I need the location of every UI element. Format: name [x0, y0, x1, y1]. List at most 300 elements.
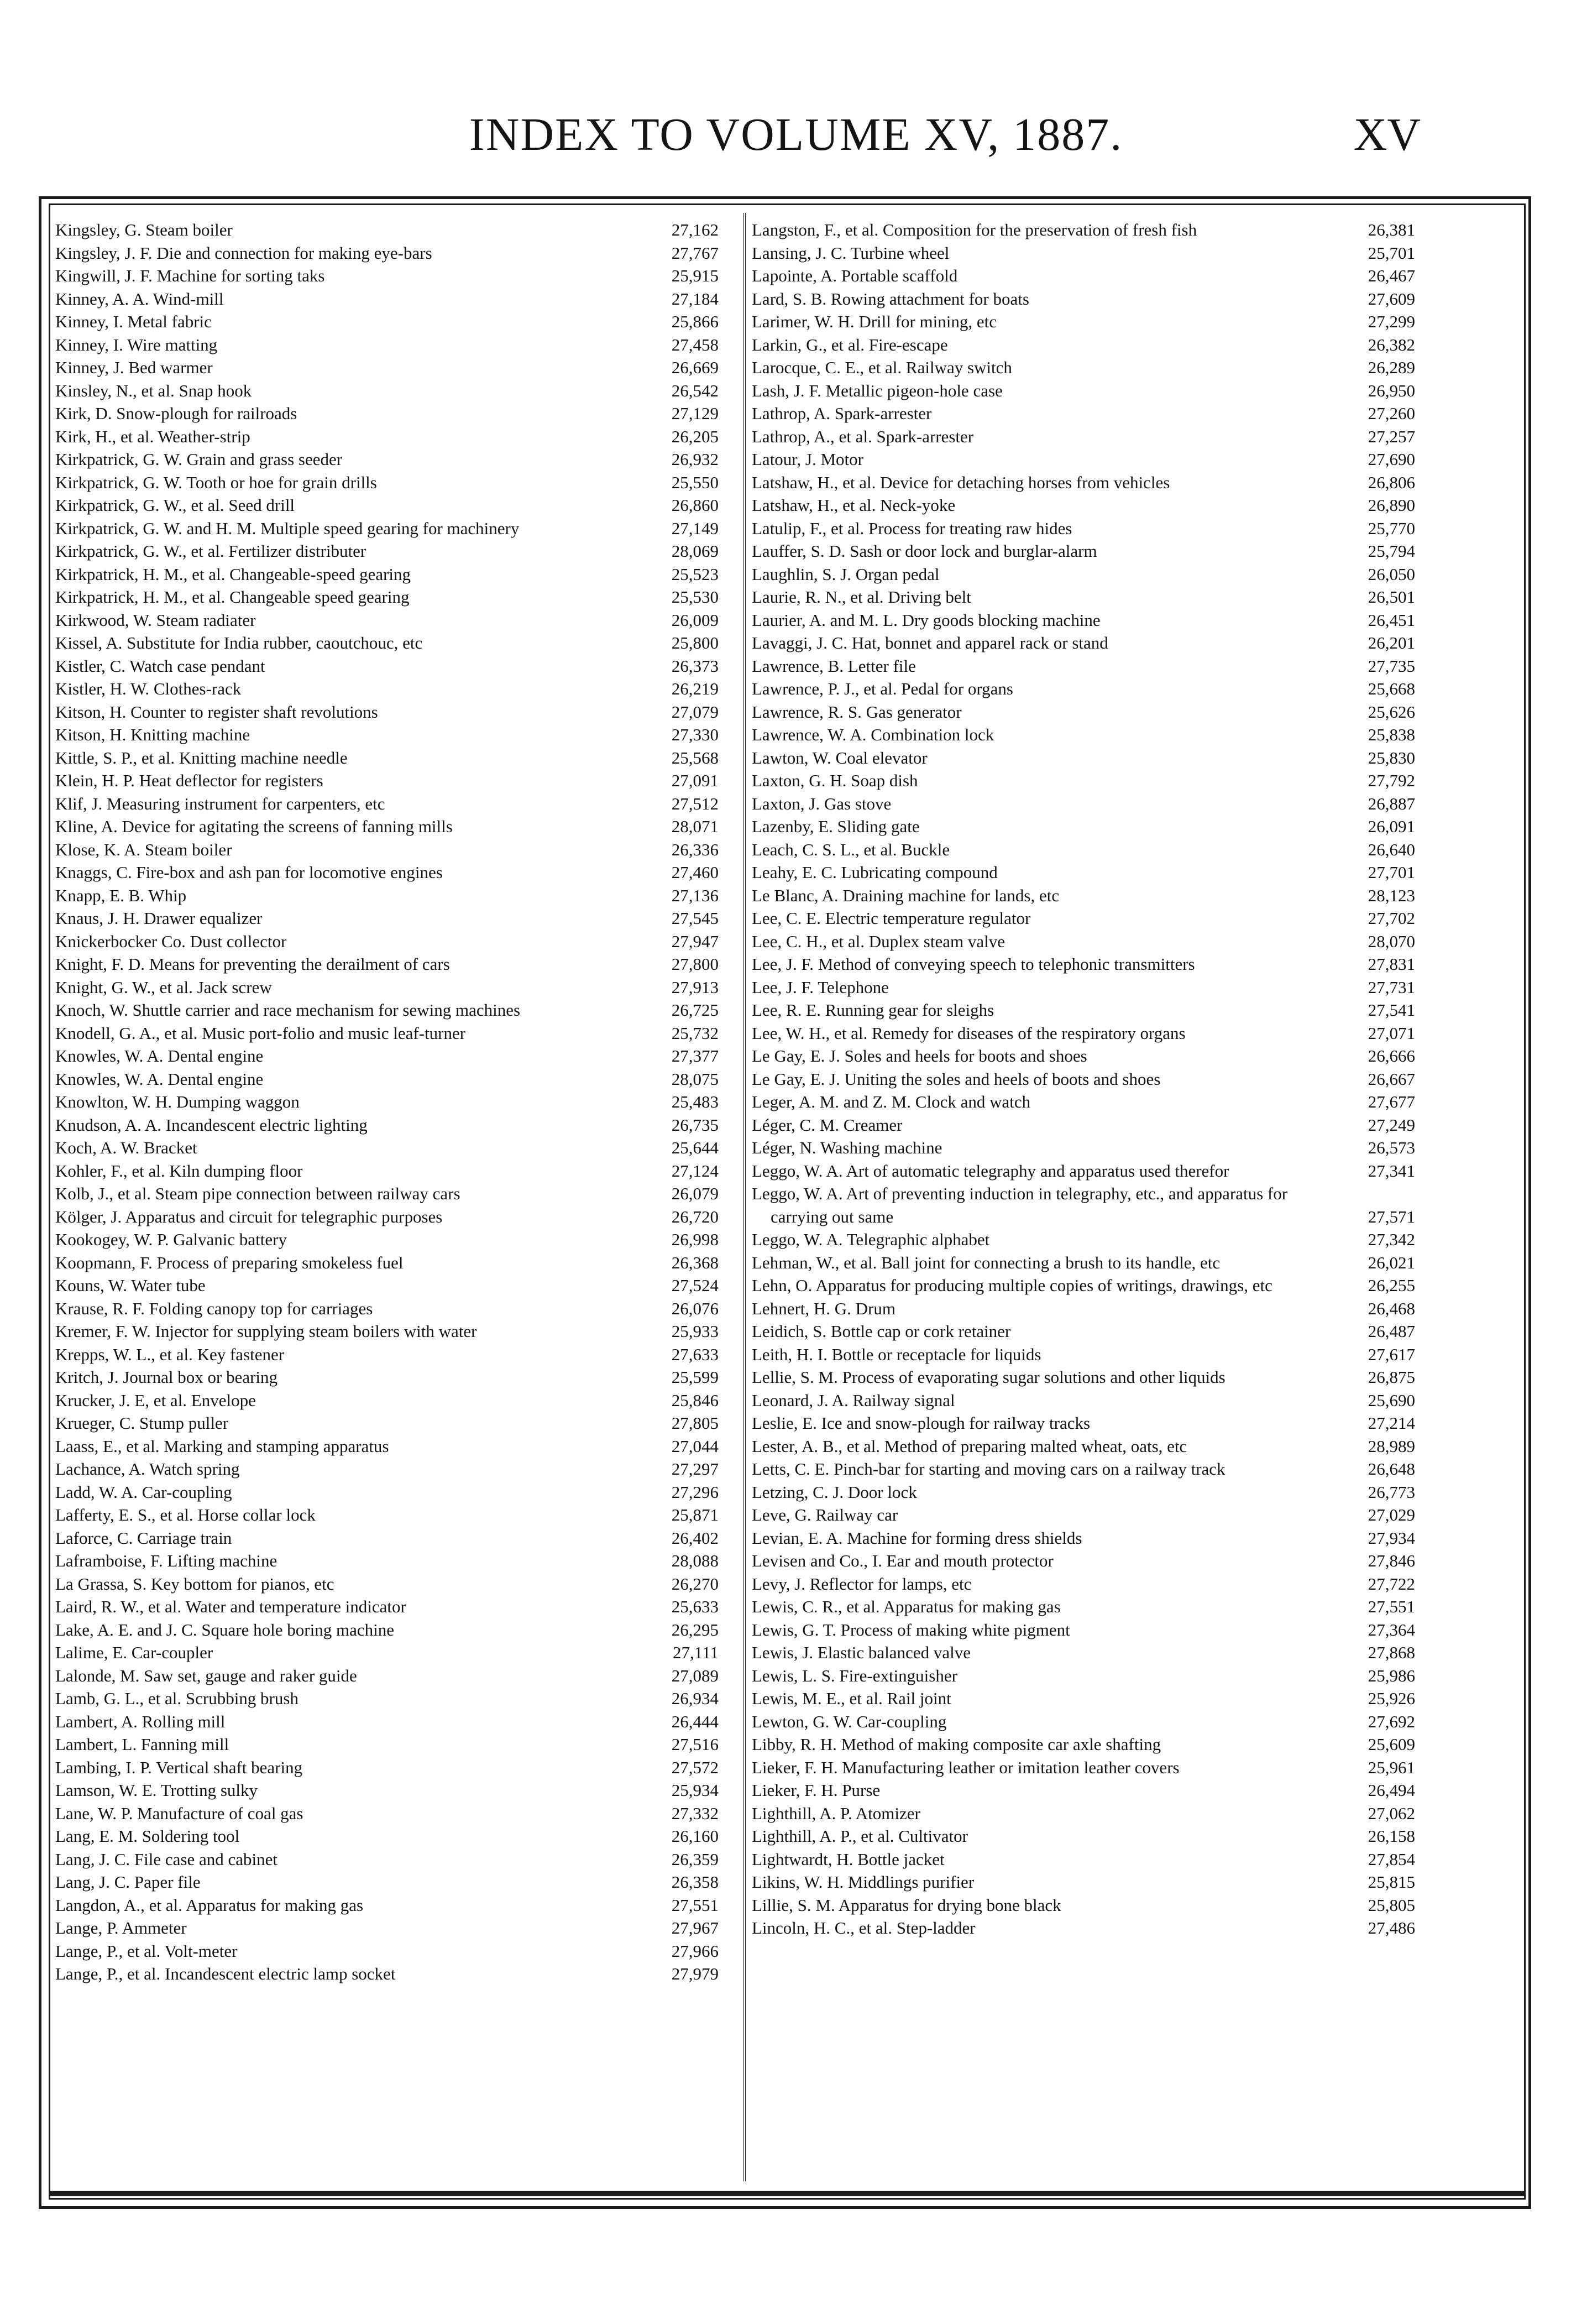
patent-number: 25,644: [671, 1138, 719, 1157]
entry-description: Leonard, J. A. Railway signal: [752, 1390, 955, 1410]
entry-description: Kremer, F. W. Injector for supplying steam boilers with water: [55, 1322, 477, 1341]
entry-description: Lachance, A. Watch spring: [55, 1459, 240, 1479]
entry-description: Latour, J. Motor: [752, 450, 863, 469]
index-entry: [55, 1756, 719, 1779]
index-entry: [752, 1068, 1415, 1091]
patent-number: 27,979: [671, 1964, 719, 1983]
index-entry: [55, 333, 719, 357]
patent-number: 27,342: [1368, 1230, 1415, 1249]
index-entry: [55, 861, 719, 884]
entry-description: Klif, J. Measuring instrument for carpenters, etc: [55, 793, 385, 813]
patent-number: 26,050: [1368, 564, 1415, 584]
patent-number: 27,846: [1368, 1551, 1415, 1570]
index-entry: [752, 517, 1415, 540]
patent-number: 26,205: [671, 426, 719, 446]
entry-description: Lawrence, W. A. Combination lock: [752, 725, 994, 744]
index-entry: [752, 838, 1415, 861]
index-entry: [752, 1045, 1415, 1068]
index-entry: [55, 471, 719, 494]
patent-number: 26,382: [1368, 335, 1415, 354]
patent-number: 27,966: [671, 1941, 719, 1961]
patent-number: 25,866: [671, 312, 719, 331]
entry-description: Kinney, I. Wire matting: [55, 335, 218, 354]
index-entry: [55, 1022, 719, 1045]
entry-description: Kistler, C. Watch case pendant: [55, 656, 265, 676]
patent-number: 27,572: [671, 1757, 719, 1777]
index-entry: [752, 1664, 1415, 1688]
index-entry: [55, 907, 719, 930]
frame-bottom-rule: [49, 2191, 1526, 2196]
entry-description: Lillie, S. M. Apparatus for drying bone black: [752, 1895, 1061, 1915]
patent-number: 27,249: [1368, 1115, 1415, 1135]
entry-description: Knoch, W. Shuttle carrier and race mechanism for sewing machines: [55, 1000, 521, 1020]
index-entry: [752, 792, 1415, 816]
patent-number: 27,541: [1368, 1000, 1415, 1020]
index-entry: [752, 701, 1415, 724]
index-entry: [55, 746, 719, 770]
patent-number: 26,669: [671, 358, 719, 377]
patent-number: 26,021: [1368, 1252, 1415, 1272]
index-entry: [55, 218, 719, 242]
index-entry: [55, 838, 719, 861]
entry-description: Lambert, A. Rolling mill: [55, 1711, 226, 1731]
index-entry: [752, 1710, 1415, 1733]
index-entry: [752, 1802, 1415, 1825]
entry-description: Kinsley, N., et al. Snap hook: [55, 380, 252, 400]
index-entry: [752, 861, 1415, 884]
index-entry: [752, 218, 1415, 242]
entry-description: Le Blanc, A. Draining machine for lands, etc: [752, 885, 1060, 905]
patent-number: 27,947: [671, 931, 719, 951]
patent-number: 26,875: [1368, 1367, 1415, 1387]
index-entry: [752, 1297, 1415, 1320]
patent-number: 27,831: [1368, 954, 1415, 974]
entry-description: Larkin, G., et al. Fire-escape: [752, 335, 948, 354]
entry-description: Lane, W. P. Manufacture of coal gas: [55, 1803, 303, 1823]
index-entry: [752, 884, 1415, 907]
index-entry: [55, 701, 719, 724]
patent-number: 27,792: [1368, 771, 1415, 790]
entry-description: La Grassa, S. Key bottom for pianos, etc: [55, 1574, 334, 1594]
entry-description: Lang, J. C. File case and cabinet: [55, 1849, 278, 1869]
entry-description: Kölger, J. Apparatus and circuit for telegraphic purposes: [55, 1207, 443, 1226]
entry-description: Laass, E., et al. Marking and stamping apparatus: [55, 1436, 389, 1456]
index-entry: [55, 1871, 719, 1894]
patent-number: 27,071: [1368, 1023, 1415, 1043]
index-entry: [55, 1458, 719, 1481]
index-entry: [55, 1114, 719, 1137]
entry-description: Kookogey, W. P. Galvanic battery: [55, 1230, 287, 1249]
entry-description: Krucker, J. E, et al. Envelope: [55, 1390, 256, 1410]
entry-description: Lamb, G. L., et al. Scrubbing brush: [55, 1689, 298, 1708]
index-entry: [55, 379, 719, 403]
entry-description: Knowles, W. A. Dental engine: [55, 1046, 264, 1066]
index-entry: [752, 976, 1415, 999]
entry-description: Levian, E. A. Machine for forming dress shields: [752, 1528, 1082, 1548]
index-entry: [752, 1595, 1415, 1618]
entry-description: Knowles, W. A. Dental engine: [55, 1069, 264, 1089]
entry-description: Lightwardt, H. Bottle jacket: [752, 1849, 945, 1869]
page-title: INDEX TO VOLUME XV, 1887.: [469, 109, 1123, 160]
entry-description: Lange, P., et al. Incandescent electric lamp socket: [55, 1964, 396, 1983]
patent-number: 25,701: [1368, 243, 1415, 263]
entry-description: Leahy, E. C. Lubricating compound: [752, 863, 998, 882]
patent-number: 26,381: [1368, 220, 1415, 239]
entry-description: Kitson, H. Knitting machine: [55, 725, 250, 744]
entry-description: Lafferty, E. S., et al. Horse collar lock: [55, 1505, 316, 1524]
entry-description: Latshaw, H., et al. Neck-yoke: [752, 495, 956, 515]
patent-number: 27,257: [1368, 426, 1415, 446]
entry-description: Kline, A. Device for agitating the screens of fanning mills: [55, 817, 453, 836]
index-entry: [55, 1940, 719, 1963]
entry-description: Lester, A. B., et al. Method of preparing malted wheat, oats, etc: [752, 1436, 1187, 1456]
entry-description: Leach, C. S. L., et al. Buckle: [752, 839, 950, 859]
index-entry: [752, 1090, 1415, 1114]
entry-description: Le Gay, E. J. Soles and heels for boots and shoes: [752, 1046, 1087, 1066]
entry-description: Lambert, L. Fanning mill: [55, 1735, 229, 1754]
index-entry: [752, 1481, 1415, 1504]
patent-number: 26,725: [671, 1000, 719, 1020]
index-entry: [752, 1779, 1415, 1802]
index-entry: [752, 1916, 1415, 1940]
entry-description: Kirkpatrick, G. W. Tooth or hoe for grain drills: [55, 472, 377, 492]
patent-number: 26,806: [1368, 472, 1415, 492]
index-entry: [55, 1297, 719, 1320]
patent-number: 25,934: [671, 1780, 719, 1800]
index-entry: [55, 953, 719, 976]
index-entry: [55, 1320, 719, 1343]
entry-description: Lazenby, E. Sliding gate: [752, 817, 920, 836]
index-entry: [752, 631, 1415, 655]
patent-number: 25,933: [671, 1322, 719, 1341]
entry-description: Lehman, W., et al. Ball joint for connecting a brush to its handle, etc: [752, 1252, 1221, 1272]
index-entry: [55, 1343, 719, 1366]
entry-description: Lawrence, B. Letter file: [752, 656, 916, 676]
index-entry: [752, 425, 1415, 448]
entry-description: Lighthill, A. P., et al. Cultivator: [752, 1826, 968, 1846]
patent-number: 26,542: [671, 380, 719, 400]
index-entry: [55, 1618, 719, 1642]
index-entry: [55, 1802, 719, 1825]
entry-description: Kirkpatrick, G. W. and H. M. Multiple speed gearing for machinery: [55, 518, 520, 538]
index-entry: [752, 563, 1415, 586]
entry-description: Lewton, G. W. Car-coupling: [752, 1711, 947, 1731]
entry-description: Latulip, F., et al. Process for treating raw hides: [752, 518, 1072, 538]
patent-number: 26,932: [671, 450, 719, 469]
index-entry: [55, 769, 719, 792]
patent-number: 27,545: [671, 908, 719, 928]
patent-number: 27,609: [1368, 289, 1415, 309]
patent-number: 26,201: [1368, 633, 1415, 652]
patent-number: 27,913: [671, 977, 719, 997]
index-entry: [55, 586, 719, 609]
patent-number: 26,494: [1368, 1780, 1415, 1800]
index-entry: [55, 1182, 719, 1205]
entry-description: Lavaggi, J. C. Hat, bonnet and apparel rack or stand: [752, 633, 1108, 652]
entry-description: Likins, W. H. Middlings purifier: [752, 1872, 975, 1892]
patent-number: 26,076: [671, 1298, 719, 1318]
entry-description: Letzing, C. J. Door lock: [752, 1482, 917, 1502]
entry-description: Kingwill, J. F. Machine for sorting taks: [55, 266, 325, 285]
entry-description: Knaus, J. H. Drawer equalizer: [55, 908, 263, 928]
entry-description: Kritch, J. Journal box or bearing: [55, 1367, 278, 1387]
entry-description: Lathrop, A. Spark-arrester: [752, 404, 932, 423]
patent-number: 27,214: [1368, 1413, 1415, 1433]
index-entry: [55, 425, 719, 448]
entry-description: Lewis, L. S. Fire-extinguisher: [752, 1665, 957, 1685]
entry-description: Kittle, S. P., et al. Knitting machine needle: [55, 748, 348, 767]
entry-description: Lewis, G. T. Process of making white pigment: [752, 1620, 1070, 1639]
entry-description: Lange, P., et al. Volt-meter: [55, 1941, 238, 1961]
patent-number: 26,860: [671, 495, 719, 515]
index-entry: [752, 953, 1415, 976]
patent-number: 25,523: [671, 564, 719, 584]
patent-number: 26,358: [671, 1872, 719, 1892]
patent-number: 26,487: [1368, 1322, 1415, 1341]
index-entry: [55, 1389, 719, 1412]
index-entry: [752, 1871, 1415, 1894]
entry-description: Lambing, I. P. Vertical shaft bearing: [55, 1757, 303, 1777]
index-entry: [55, 1068, 719, 1091]
index-entry: [55, 1136, 719, 1160]
index-entry: [752, 1573, 1415, 1596]
patent-number: 25,609: [1368, 1735, 1415, 1754]
patent-number: 27,297: [671, 1459, 719, 1479]
index-entry: [55, 242, 719, 265]
patent-number: 28,071: [671, 817, 719, 836]
patent-number: 25,794: [1368, 541, 1415, 561]
patent-number: 26,735: [671, 1115, 719, 1135]
index-entry: [752, 1733, 1415, 1756]
entry-description: Larimer, W. H. Drill for mining, etc: [752, 312, 997, 331]
index-entry: [752, 310, 1415, 333]
entry-description: Lighthill, A. P. Atomizer: [752, 1803, 920, 1823]
entry-description: Lange, P. Ammeter: [55, 1918, 187, 1937]
index-entry: [752, 1549, 1415, 1573]
entry-description: Laurier, A. and M. L. Dry goods blocking machine: [752, 610, 1101, 630]
index-entry: [55, 1435, 719, 1458]
patent-number: 27,330: [671, 725, 719, 744]
index-entry: [55, 1962, 719, 1986]
entry-description: Leith, H. I. Bottle or receptacle for liquids: [752, 1344, 1041, 1364]
patent-number: 26,640: [1368, 839, 1415, 859]
index-entry: [55, 723, 719, 746]
index-entry: [752, 1274, 1415, 1297]
patent-number: 26,890: [1368, 495, 1415, 515]
entry-description: Kirkpatrick, G. W. Grain and grass seeder: [55, 450, 343, 469]
patent-number: 25,815: [1368, 1872, 1415, 1892]
entry-description: Kingsley, J. F. Die and connection for making eye-bars: [55, 243, 432, 263]
patent-number: 25,805: [1368, 1895, 1415, 1915]
entry-description: Le Gay, E. J. Uniting the soles and heels of boots and shoes: [752, 1069, 1161, 1089]
entry-description: Lake, A. E. and J. C. Square hole boring machine: [55, 1620, 394, 1639]
entry-description: Lieker, F. H. Manufacturing leather or imitation leather covers: [752, 1757, 1180, 1777]
patent-number: 27,571: [1368, 1207, 1415, 1226]
entry-description: Klose, K. A. Steam boiler: [55, 839, 232, 859]
entry-description: Kolb, J., et al. Steam pipe connection between railway cars: [55, 1184, 460, 1203]
index-entry: [752, 288, 1415, 311]
patent-number: 25,483: [671, 1092, 719, 1111]
patent-number: 26,887: [1368, 793, 1415, 813]
entry-description: Levisen and Co., I. Ear and mouth protector: [752, 1551, 1054, 1570]
patent-number: 27,633: [671, 1344, 719, 1364]
entry-description: Lamson, W. E. Trotting sulky: [55, 1780, 258, 1800]
index-entry: [752, 1412, 1415, 1435]
patent-number: 26,295: [671, 1620, 719, 1639]
entry-description: Lehn, O. Apparatus for producing multiple copies of writings, drawings, etc: [752, 1276, 1272, 1295]
index-entry: [752, 1503, 1415, 1527]
index-entry: [752, 1228, 1415, 1251]
entry-description: Kitson, H. Counter to register shaft revolutions: [55, 702, 378, 722]
entry-description: Laurie, R. N., et al. Driving belt: [752, 587, 971, 607]
entry-description: Knight, G. W., et al. Jack screw: [55, 977, 272, 997]
entry-description: Libby, R. H. Method of making composite car axle shafting: [752, 1735, 1161, 1754]
entry-description: Kinney, J. Bed warmer: [55, 358, 213, 377]
entry-description: Knickerbocker Co. Dust collector: [55, 931, 287, 951]
patent-number: 28,123: [1368, 885, 1415, 905]
index-entry: [55, 1641, 719, 1664]
patent-number: 25,838: [1368, 725, 1415, 744]
entry-description: Leggo, W. A. Art of automatic telegraphy and apparatus used therefor: [752, 1161, 1229, 1181]
entry-description: Knudson, A. A. Incandescent electric lighting: [55, 1115, 368, 1135]
patent-number: 27,854: [1368, 1849, 1415, 1869]
index-entry: [55, 1366, 719, 1389]
index-entry: [752, 333, 1415, 357]
patent-number: 26,444: [671, 1711, 719, 1731]
patent-number: 28,075: [671, 1069, 719, 1089]
patent-number: 27,079: [671, 702, 719, 722]
entry-description: Laughlin, S. J. Organ pedal: [752, 564, 940, 584]
patent-number: 26,501: [1368, 587, 1415, 607]
entry-description: Lansing, J. C. Turbine wheel: [752, 243, 950, 263]
index-entry: [752, 356, 1415, 379]
index-entry: [752, 907, 1415, 930]
patent-number: 27,868: [1368, 1643, 1415, 1662]
entry-description: Kirk, D. Snow-plough for railroads: [55, 404, 297, 423]
index-column-left: [55, 218, 719, 1986]
patent-number: 26,336: [671, 839, 719, 859]
patent-number: 26,009: [671, 610, 719, 630]
patent-number: 26,158: [1368, 1826, 1415, 1846]
patent-number: 27,690: [1368, 450, 1415, 469]
index-entry: [55, 976, 719, 999]
index-entry: [752, 1114, 1415, 1137]
index-entry: [752, 1389, 1415, 1412]
patent-number: 25,550: [671, 472, 719, 492]
index-entry: [55, 1503, 719, 1527]
index-entry: [55, 1160, 719, 1183]
index-entry: [752, 1022, 1415, 1045]
patent-number: 26,648: [1368, 1459, 1415, 1479]
patent-number: 26,255: [1368, 1276, 1415, 1295]
index-entry: [752, 402, 1415, 425]
patent-number: 26,219: [671, 679, 719, 698]
patent-number: 27,800: [671, 954, 719, 974]
patent-number: 26,402: [671, 1528, 719, 1548]
index-entry: [752, 815, 1415, 838]
index-entry: [55, 999, 719, 1022]
entry-description: Lewis, M. E., et al. Rail joint: [752, 1689, 951, 1708]
patent-number: 25,568: [671, 748, 719, 767]
entry-description: Kissel, A. Substitute for India rubber, caoutchouc, etc: [55, 633, 423, 652]
index-entry: [752, 1160, 1415, 1183]
index-entry: [55, 1916, 719, 1940]
patent-number: 27,364: [1368, 1620, 1415, 1639]
patent-number: 26,666: [1368, 1046, 1415, 1066]
entry-description: Lard, S. B. Rowing attachment for boats: [752, 289, 1029, 309]
index-entry: [55, 310, 719, 333]
patent-number: 27,044: [671, 1436, 719, 1456]
index-entry: [752, 930, 1415, 953]
patent-number: 25,871: [671, 1505, 719, 1524]
patent-number: 25,690: [1368, 1390, 1415, 1410]
index-entry: [55, 517, 719, 540]
index-entry: [55, 1251, 719, 1275]
patent-number: 26,368: [671, 1252, 719, 1272]
index-entry: [55, 930, 719, 953]
patent-number: 27,091: [671, 771, 719, 790]
index-entry: [752, 1848, 1415, 1871]
entry-description: Leger, A. M. and Z. M. Clock and watch: [752, 1092, 1031, 1111]
patent-number: 27,136: [671, 885, 719, 905]
patent-number: 25,633: [671, 1597, 719, 1616]
patent-number: 26,289: [1368, 358, 1415, 377]
index-entry: [752, 609, 1415, 632]
entry-description: Kirk, H., et al. Weather-strip: [55, 426, 250, 446]
index-entry: [55, 1687, 719, 1710]
patent-number: 27,735: [1368, 656, 1415, 676]
entry-description: Leve, G. Railway car: [752, 1505, 898, 1524]
entry-description: Laframboise, F. Lifting machine: [55, 1551, 277, 1570]
entry-description: Lee, C. E. Electric temperature regulator: [752, 908, 1031, 928]
entry-description: Lee, W. H., et al. Remedy for diseases of the respiratory organs: [752, 1023, 1186, 1043]
entry-description: Knapp, E. B. Whip: [55, 885, 187, 905]
index-entry: [55, 1045, 719, 1068]
patent-number: 27,551: [1368, 1597, 1415, 1616]
patent-number: 25,961: [1368, 1757, 1415, 1777]
index-entry: [752, 540, 1415, 563]
index-entry: [55, 1733, 719, 1756]
patent-number: 27,162: [671, 220, 719, 239]
patent-number: 26,079: [671, 1184, 719, 1203]
entry-description: Kirkwood, W. Steam radiater: [55, 610, 256, 630]
index-entry: [55, 792, 719, 816]
index-entry: [752, 1527, 1415, 1550]
patent-number: 27,029: [1368, 1505, 1415, 1524]
entry-description: Lauffer, S. D. Sash or door lock and burglar-alarm: [752, 541, 1097, 561]
index-entry: [55, 1573, 719, 1596]
patent-number: 27,617: [1368, 1344, 1415, 1364]
entry-description: Krueger, C. Stump puller: [55, 1413, 229, 1433]
entry-description: Leslie, E. Ice and snow-plough for railway tracks: [752, 1413, 1091, 1433]
patent-number: 27,722: [1368, 1574, 1415, 1594]
patent-number: 26,998: [671, 1230, 719, 1249]
index-entry: [55, 884, 719, 907]
index-entry: [752, 1618, 1415, 1642]
index-entry: [752, 746, 1415, 770]
entry-description: Leggo, W. A. Art of preventing induction in telegraphy, etc., and apparatus for carrying out same: [752, 1184, 1288, 1226]
index-entry: [55, 1481, 719, 1504]
entry-description: Lathrop, A., et al. Spark-arrester: [752, 426, 974, 446]
index-entry: [752, 1458, 1415, 1481]
patent-number: 27,551: [671, 1895, 719, 1915]
entry-description: Lalonde, M. Saw set, gauge and raker guide: [55, 1665, 357, 1685]
patent-number: 27,149: [671, 518, 719, 538]
index-entry: [55, 1595, 719, 1618]
entry-description: Lewis, C. R., et al. Apparatus for making gas: [752, 1597, 1061, 1616]
patent-number: 27,677: [1368, 1092, 1415, 1111]
entry-description: Koch, A. W. Bracket: [55, 1138, 197, 1157]
